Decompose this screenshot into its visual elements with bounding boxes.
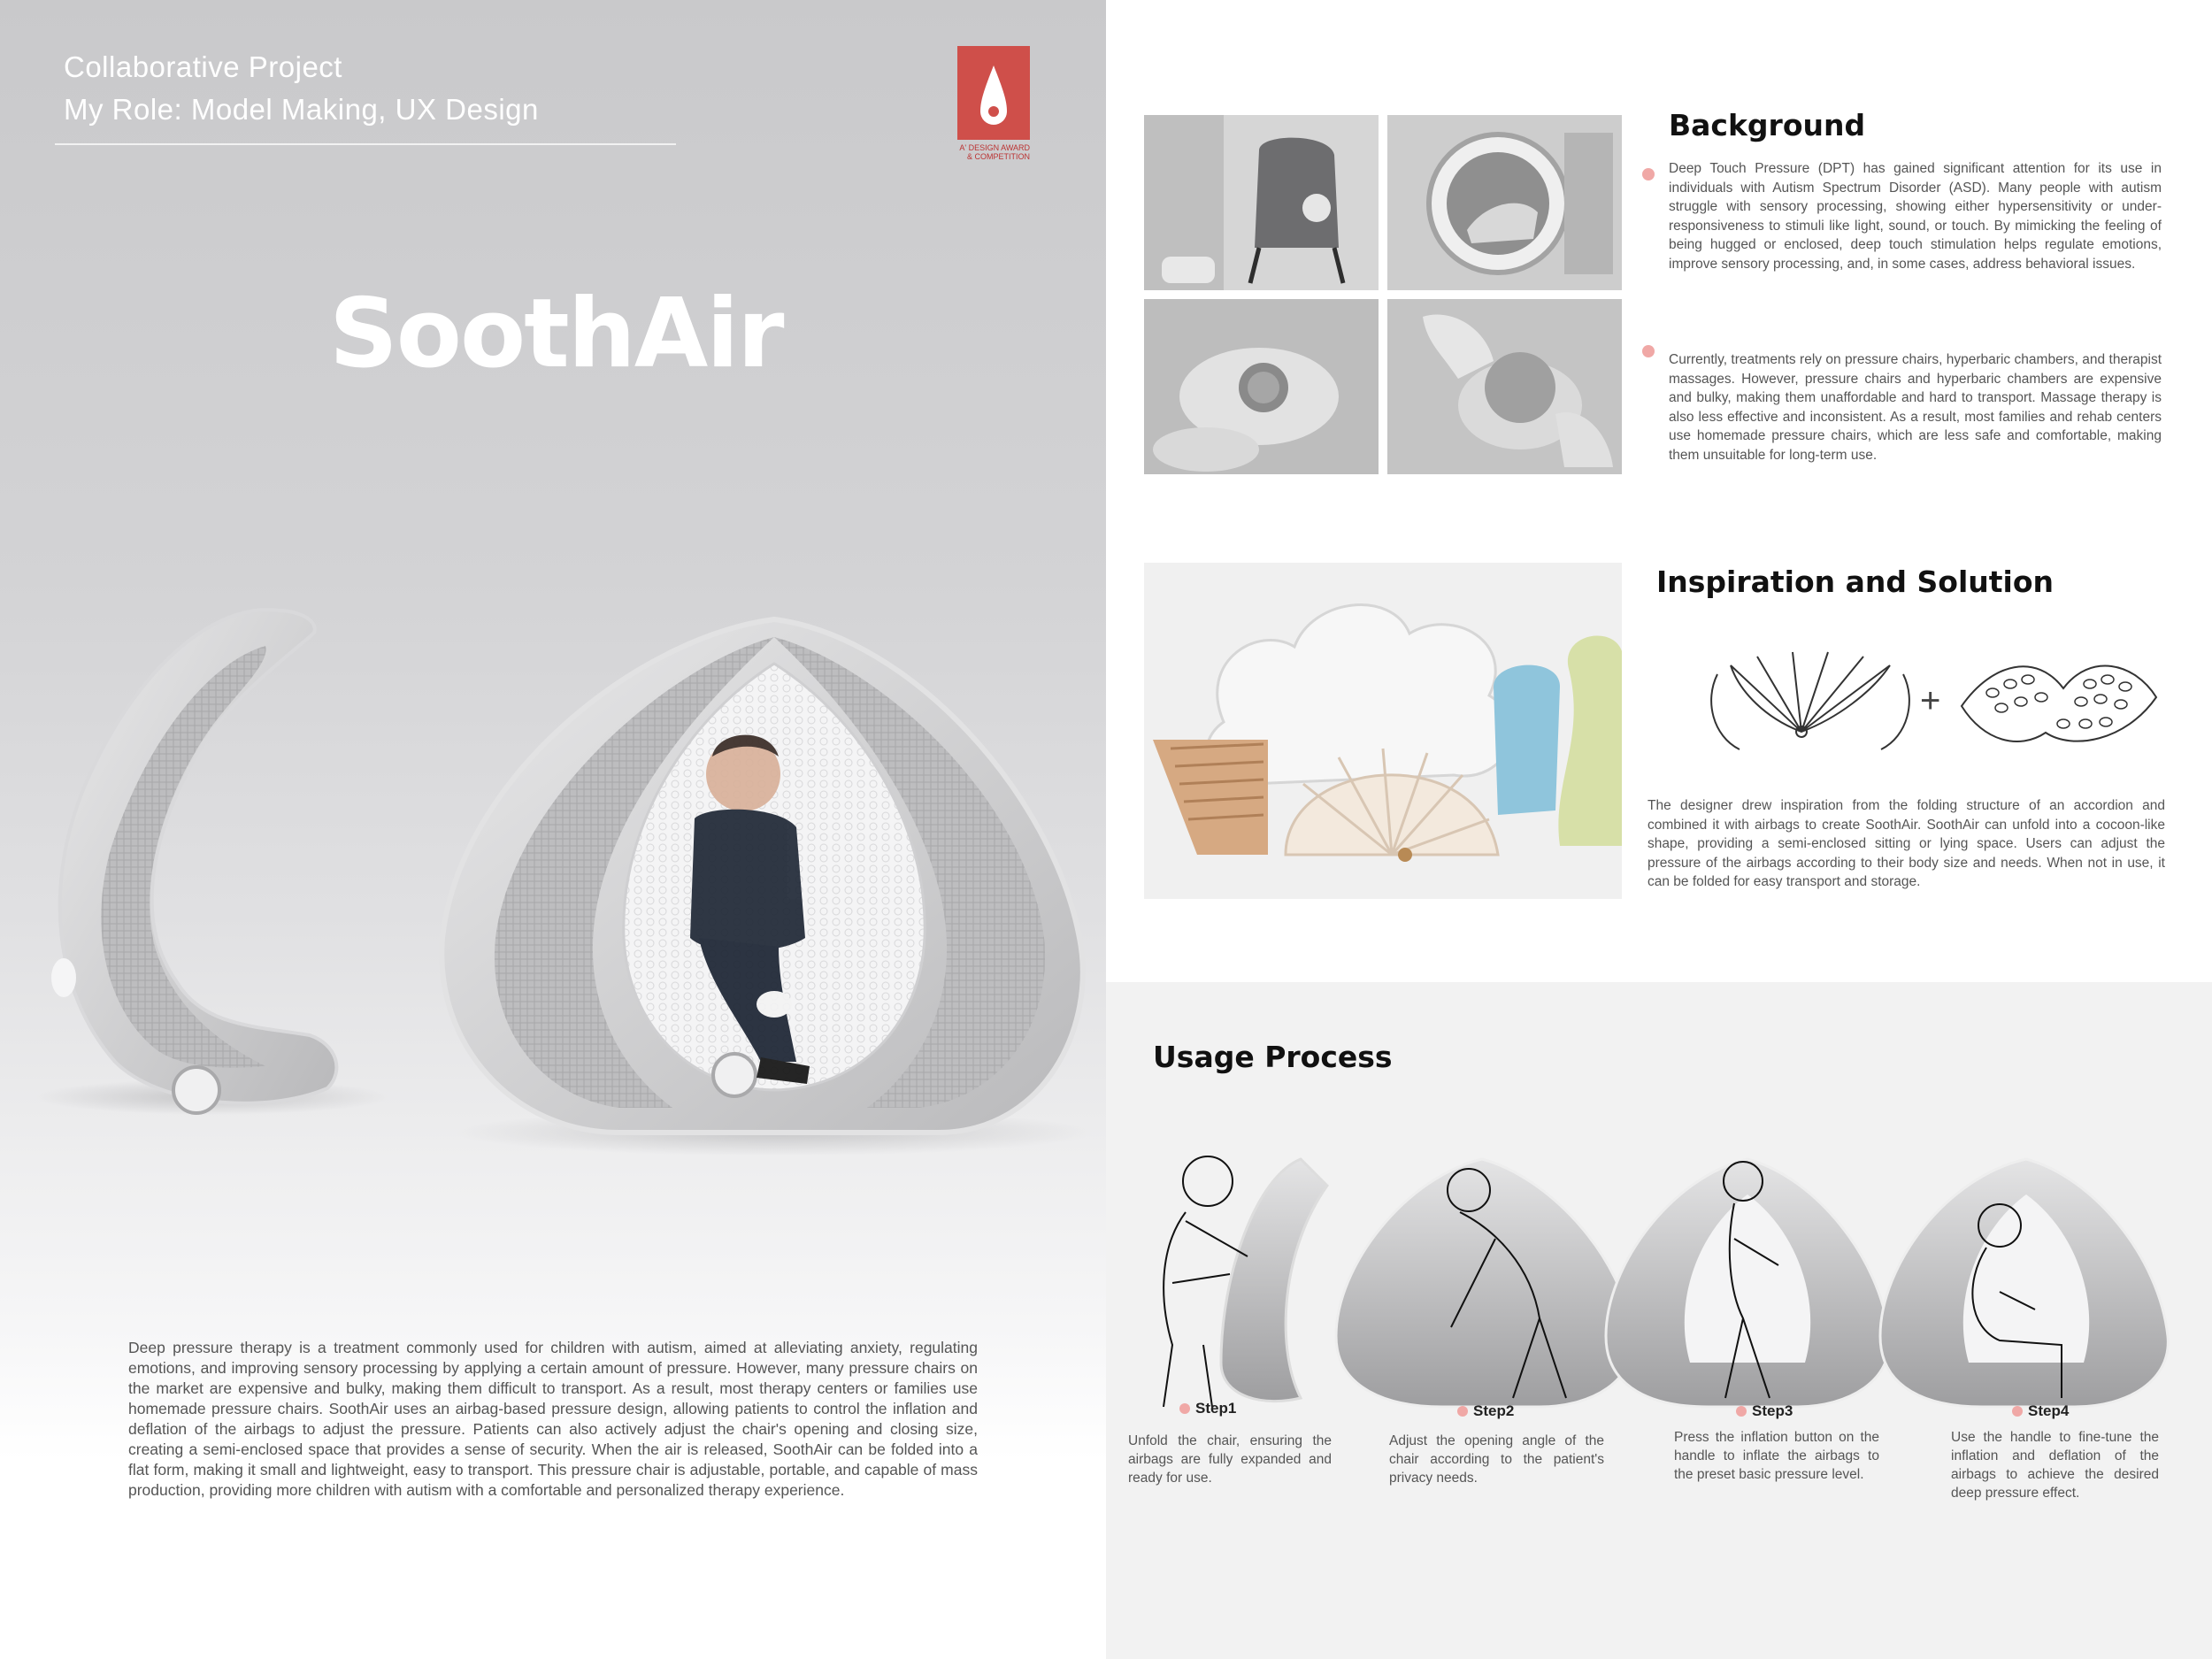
step4-description: Use the handle to fine-tune the inflation and deflation of the airbags to achieve the desired deep pressure effect. [1951,1430,2159,1501]
product-hero-image [0,566,1106,1186]
background-title: Background [1669,108,1866,142]
step4-label: Step4 [2028,1402,2070,1419]
award-logo-icon [957,46,1030,140]
background-bullet-2 [1642,345,1655,357]
inspiration-paragraph: The designer drew inspiration from the folding structure of an accordion and combined it with airbags to create SoothAir. SoothAir can unfold into a cocoon-like shape, providing a semi-enclosed sitting or lying space. Users can adjust the pressure of the airbags according to their body size and needs. When not in use, it can be folded for easy transport and storage. [1647,798,2165,889]
step3-description: Press the inflation button on the handle to inflate the airbags to the preset basic pressure level. [1674,1430,1879,1482]
step1-label: Step1 [1195,1400,1237,1417]
hyperbaric-chamber-photo [1387,115,1622,290]
massage-therapy-photo [1387,299,1622,474]
step1-description: Unfold the chair, ensuring the airbags are fully expanded and ready for use. [1128,1433,1332,1486]
step2-bullet [1457,1406,1468,1417]
intro-description: Deep pressure therapy is a treatment commonly used for children with autism, aimed at alleviating anxiety, regulating emotions, and improving sensory processing by applying a certain amount of pressure. However, many pressure chairs on the market are expensive and bulky, making them difficult to transport. As a result, most therapy centers or families use homemade pressure chairs. SoothAir uses an airbag-based pressure design, allowing patients to control the inflation and deflation of the airbags to adjust the pressure. Patients can also actively adjust the chair's opening and closing size, creating a semi-enclosed space that provides a sense of security. When the air is released, SoothAir can be folded into a flat form, making it small and lightweight, easy to transport. This pressure chair is adjustable, portable, and capable of mass production, providing more children with autism with a comfortable and personalized therapy experience. [128,1339,978,1499]
usage-title: Usage Process [1153,1040,1393,1074]
sensory-ball-hands-photo [1144,299,1379,474]
step4-bullet [2012,1406,2023,1417]
background-bullet-1 [1642,168,1655,180]
background-paragraph-1: Deep Touch Pressure (DPT) has gained significant attention for its use in individuals with Autism Spectrum Disorder (ASD). Many people with autism struggle with sensory processing, showing either hypersensitivity or under-responsiveness to stimuli like light, sound, or touch. By mimicking the feeling of being hugged or enclosed, deep touch stimulation helps regulate emotions, improve sensory processing, and, in some cases, address behavioral issues. [1669,161,2162,272]
background-paragraph-2: Currently, treatments rely on pressure chairs, hyperbaric chambers, and therapist massages. However, pressure chairs and hyperbaric chambers are expensive and bulky, making them unaffordable and hard to transport. Massage therapy is also less effective and inconsistent. As a result, most families and rehab centers use homemade pressure chairs, which are less safe and comfortable, making them unsuitable for long-term use. [1669,352,2162,463]
step1-bullet [1179,1403,1190,1414]
credits-divider [55,143,676,145]
inspiration-title: Inspiration and Solution [1656,565,2054,599]
step3-bullet [1736,1406,1747,1417]
usage-steps-illustration [1124,1141,2194,1425]
award-caption: A' DESIGN AWARD & COMPETITION [959,143,1030,161]
project-credits [64,46,539,131]
brand-logo: SoothAir [329,279,783,389]
plus-symbol: + [1920,681,1941,720]
step2-description: Adjust the opening angle of the chair according to the patient's privacy needs. [1389,1433,1604,1486]
inspiration-collage-image [1144,563,1622,899]
pressure-chair-photo [1144,115,1379,290]
award-badge [957,46,1030,161]
airbag-sketch-icon [1957,644,2161,759]
step3-label: Step3 [1752,1402,1793,1419]
project-type: Collaborative Project [64,50,342,83]
project-role: My Role: Model Making, UX Design [64,93,539,126]
accordion-sketch-icon [1704,639,1916,763]
content-panel [1106,0,2212,1659]
step2-label: Step2 [1473,1402,1515,1419]
